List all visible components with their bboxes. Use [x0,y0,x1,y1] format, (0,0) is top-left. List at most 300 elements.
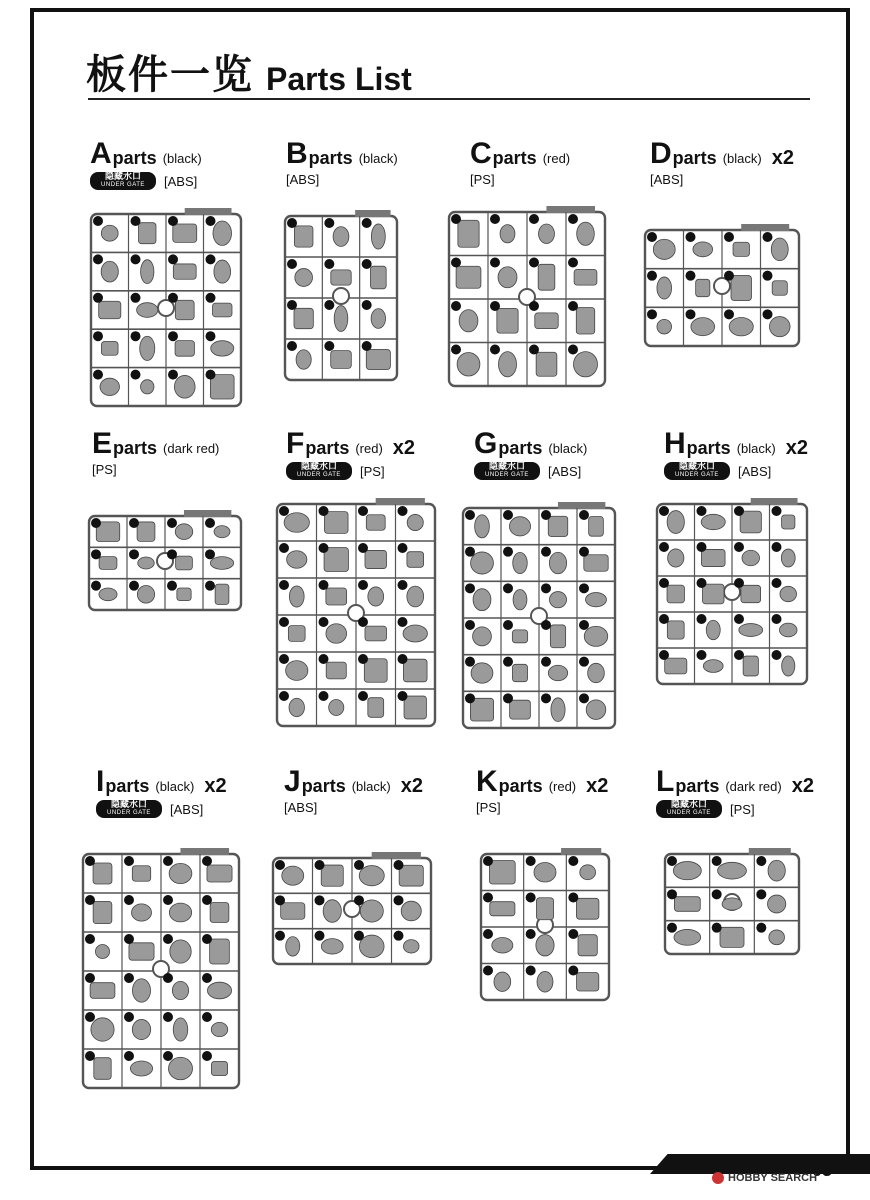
part-piece [172,981,188,999]
part-piece [739,624,763,637]
part-piece [589,516,604,536]
part-piece [368,698,384,718]
part-number-marker [568,856,578,866]
part-number-marker [131,331,141,341]
part-header-i [96,765,227,818]
runner-svg [642,222,802,350]
part-word: parts [492,148,537,168]
part-color: (red) [548,779,577,794]
part-number-marker [163,1051,173,1061]
part-number-marker [124,1012,134,1022]
part-piece [768,895,786,913]
part-header-a [90,137,202,190]
part-piece [130,1061,152,1076]
part-number-marker [647,232,657,242]
under-gate-en: UNDER GATE [107,810,151,816]
part-piece [549,592,566,608]
part-number-marker [315,860,325,870]
part-number-marker [659,542,669,552]
part-piece [509,517,530,536]
part-piece [368,587,384,606]
part-number-marker [319,506,329,516]
part-piece [490,902,515,916]
part-number-marker [772,506,782,516]
part-number-marker [131,370,141,380]
part-piece [667,585,684,603]
part-color: (black) [358,151,398,166]
part-number-marker [131,293,141,303]
part-number-marker [451,258,461,268]
part-piece [321,939,343,954]
part-number-marker [483,929,493,939]
part-piece [175,524,193,540]
part-piece [702,584,724,604]
part-count: x2 [791,775,814,797]
under-gate-badge [474,462,540,480]
under-gate-en: UNDER GATE [485,472,529,478]
part-number-marker [529,258,539,268]
part-piece [296,350,311,370]
runner-tag [558,502,605,509]
part-piece [360,900,383,922]
part-piece [741,585,761,602]
part-piece [215,584,229,604]
part-material: [ABS] [170,801,204,817]
part-number-marker [772,614,782,624]
runner-tag [741,224,789,231]
part-number-marker [490,214,500,224]
part-number-marker [465,547,475,557]
part-word: parts [105,776,150,796]
under-gate-zh: 隐藏水口 [670,800,707,810]
part-piece [539,224,555,243]
runner-tag [561,848,601,855]
part-piece [101,225,118,241]
under-gate-zh: 隐藏水口 [300,462,337,472]
part-piece [210,557,233,570]
part-material: [ABS] [738,463,772,479]
part-number-marker [712,889,722,899]
part-number-marker [568,893,578,903]
part-number-marker [205,518,215,528]
part-number-marker [568,345,578,355]
part-piece [214,526,230,538]
part-number-marker [647,309,657,319]
part-piece [538,264,555,290]
part-number-marker [124,1051,134,1061]
part-header-l [656,765,814,818]
part-piece [131,904,151,921]
part-piece [137,586,154,604]
part-piece [284,513,309,533]
part-number-marker [85,934,95,944]
part-piece [99,588,117,601]
part-piece [471,663,493,683]
runner-tag [546,206,595,213]
part-word: parts [498,438,543,458]
part-number-marker [202,895,212,905]
part-number-marker [579,510,589,520]
part-piece [288,626,305,642]
watermark-logo-icon [712,1172,724,1184]
part-number-marker [541,693,551,703]
part-number-marker [124,856,134,866]
part-piece [576,898,598,919]
part-header-h [664,427,808,480]
part-number-marker [163,934,173,944]
part-piece [459,310,478,332]
part-number-marker [526,856,536,866]
part-piece [326,588,347,605]
runner-j [270,850,434,968]
part-piece [132,1019,150,1039]
part-number-marker [529,301,539,311]
part-letter: D [650,137,672,170]
part-piece [586,593,607,607]
part-count: x2 [392,437,416,459]
part-number-marker [579,583,589,593]
part-number-marker [124,895,134,905]
part-piece [331,270,351,285]
part-piece [365,626,387,641]
part-piece [137,303,158,318]
part-number-marker [451,345,461,355]
part-header-f [286,427,416,480]
part-piece [323,900,341,923]
part-number-marker [526,929,536,939]
part-header-c [470,137,571,187]
part-piece [580,865,596,880]
part-number-marker [756,856,766,866]
part-number-marker [93,293,103,303]
part-number-marker [93,370,103,380]
part-piece [693,242,713,257]
runner-svg [270,850,434,968]
part-piece [169,903,191,922]
part-word: parts [113,438,158,458]
part-letter: G [474,427,498,460]
part-number-marker [398,691,408,701]
part-piece [536,898,553,920]
part-piece [289,586,304,607]
part-piece [129,943,154,960]
part-number-marker [579,657,589,667]
part-piece [286,661,308,681]
part-number-marker [167,549,177,559]
part-piece [211,1022,227,1036]
part-number-marker [315,931,325,941]
part-number-marker [202,1051,212,1061]
part-number-marker [756,923,766,933]
part-number-marker [362,341,372,351]
part-piece [498,267,517,288]
part-piece [456,266,481,288]
part-piece [364,659,387,683]
part-color: (black) [162,151,202,166]
part-piece [333,227,349,247]
part-piece [782,656,795,676]
runner-e [86,508,244,614]
part-piece [326,662,346,679]
runner-svg [282,208,400,384]
part-number-marker [362,259,372,269]
part-number-marker [734,650,744,660]
runner-i [80,846,242,1092]
part-piece [780,586,797,601]
part-number-marker [358,617,368,627]
part-color: (black) [155,779,195,794]
part-count: x2 [771,147,794,169]
part-number-marker [659,614,669,624]
part-piece [399,865,423,886]
part-piece [407,514,423,530]
part-piece [326,624,347,644]
runner-c [446,204,608,390]
runner-svg [478,846,612,1004]
part-number-marker [287,218,297,228]
part-number-marker [712,923,722,933]
part-piece [743,656,758,676]
part-color: (black) [351,779,391,794]
part-number-marker [124,934,134,944]
watermark-text: HOBBY SEARCH [728,1172,818,1184]
part-letter: B [286,137,308,170]
part-number-marker [91,518,101,528]
part-piece [706,620,720,639]
part-number-marker [287,341,297,351]
part-number-marker [168,331,178,341]
runner-hub [333,288,349,304]
under-gate-zh: 隐藏水口 [488,462,525,472]
part-letter: H [664,427,686,460]
part-number-marker [287,300,297,310]
part-number-marker [129,581,139,591]
part-piece [370,266,386,289]
part-piece [90,983,115,999]
part-number-marker [686,271,696,281]
part-number-marker [398,617,408,627]
part-piece [470,698,493,721]
title-divider [88,98,810,100]
part-number-marker [503,583,513,593]
part-number-marker [358,580,368,590]
runner-tag [184,510,231,517]
part-piece [295,269,313,287]
part-number-marker [579,693,589,703]
part-piece [168,1057,192,1080]
part-piece [769,317,790,337]
part-number-marker [483,966,493,976]
part-piece [403,625,427,642]
part-number-marker [394,895,404,905]
part-number-marker [167,518,177,528]
title-zh: 板件一览 [86,52,254,98]
part-number-marker [275,931,285,941]
part-number-marker [163,973,173,983]
part-piece [497,308,518,333]
part-piece [510,700,531,719]
part-number-marker [358,543,368,553]
runner-tag [751,498,798,505]
part-piece [365,550,387,568]
part-count: x2 [586,775,609,797]
part-number-marker [579,620,589,630]
part-piece [475,515,490,538]
part-number-marker [85,895,95,905]
part-piece [321,865,343,886]
part-number-marker [647,271,657,281]
part-number-marker [85,1051,95,1061]
runner-svg [662,846,802,958]
part-number-marker [490,345,500,355]
part-piece [703,660,723,673]
runner-k [478,846,612,1004]
part-number-marker [697,506,707,516]
part-number-marker [319,691,329,701]
part-piece [286,937,300,956]
part-number-marker [451,214,461,224]
part-number-marker [697,542,707,552]
part-piece [691,318,715,336]
part-number-marker [93,216,103,226]
part-piece [407,586,424,607]
part-number-marker [697,578,707,588]
part-number-marker [206,254,216,264]
part-piece [586,700,606,720]
part-color: (black) [722,151,762,166]
part-number-marker [734,506,744,516]
part-letter: F [286,427,305,460]
part-number-marker [526,893,536,903]
part-piece [371,224,385,249]
part-number-marker [275,895,285,905]
page-number: 03 [812,1160,833,1180]
part-material: [ABS] [284,800,318,815]
part-number-marker [772,578,782,588]
part-piece [140,336,155,360]
part-piece [93,863,112,884]
part-piece [132,979,150,1002]
part-number-marker [465,583,475,593]
part-number-marker [91,549,101,559]
part-number-marker [529,214,539,224]
part-piece [549,552,566,573]
part-piece [731,276,751,301]
part-piece [366,350,390,370]
part-piece [371,309,385,329]
part-piece [512,630,527,643]
part-number-marker [451,301,461,311]
runner-tag [355,210,390,217]
under-gate-badge [664,462,730,480]
part-piece [701,514,725,529]
part-piece [772,281,787,296]
part-piece [500,225,515,243]
part-number-marker [541,583,551,593]
part-piece [782,515,795,529]
runner-tag [180,848,229,855]
page-title [86,40,412,100]
under-gate-badge [90,172,156,190]
part-piece [101,342,118,356]
part-number-marker [734,542,744,552]
part-piece [771,238,788,261]
part-piece [407,552,424,568]
part-number-marker [394,860,404,870]
part-number-marker [398,506,408,516]
part-number-marker [763,309,773,319]
runner-d [642,222,802,350]
runner-tag [185,208,232,215]
part-piece [281,903,305,920]
part-number-marker [568,214,578,224]
part-number-marker [483,893,493,903]
part-number-marker [324,300,334,310]
part-piece [173,264,196,279]
part-piece [210,375,234,399]
part-letter: I [96,765,105,798]
part-piece [93,901,112,923]
part-number-marker [279,580,289,590]
part-piece [287,551,307,568]
under-gate-badge [656,800,722,818]
part-number-marker [465,657,475,667]
watermark [712,1172,817,1184]
under-gate-en: UNDER GATE [101,182,145,188]
part-number-marker [91,581,101,591]
part-number-marker [465,620,475,630]
part-piece [294,226,313,247]
part-piece [674,897,700,912]
part-piece [722,898,742,910]
part-piece [701,549,725,566]
part-number-marker [667,856,677,866]
part-piece [170,940,191,963]
part-number-marker [354,895,364,905]
runner-svg [654,496,810,688]
part-piece [513,552,528,573]
part-number-marker [319,617,329,627]
part-number-marker [93,254,103,264]
runner-svg [460,500,618,732]
part-piece [207,865,232,882]
part-piece [578,935,597,956]
part-piece [401,901,421,921]
part-number-marker [659,578,669,588]
part-number-marker [168,216,178,226]
part-number-marker [324,341,334,351]
part-number-marker [358,691,368,701]
part-number-marker [205,581,215,591]
part-letter: L [656,765,675,798]
part-piece [674,929,701,945]
part-piece [489,860,515,884]
runner-svg [88,206,244,410]
part-color: (black) [548,441,588,456]
part-number-marker [202,856,212,866]
part-header-e [92,427,220,477]
part-piece [176,556,193,570]
part-word: parts [672,148,717,168]
part-piece [535,313,558,329]
part-number-marker [358,654,368,664]
part-number-marker [568,966,578,976]
part-piece [458,220,479,247]
part-piece [588,663,605,682]
runner-g [460,500,618,732]
part-material: [PS] [360,463,385,479]
part-number-marker [131,216,141,226]
